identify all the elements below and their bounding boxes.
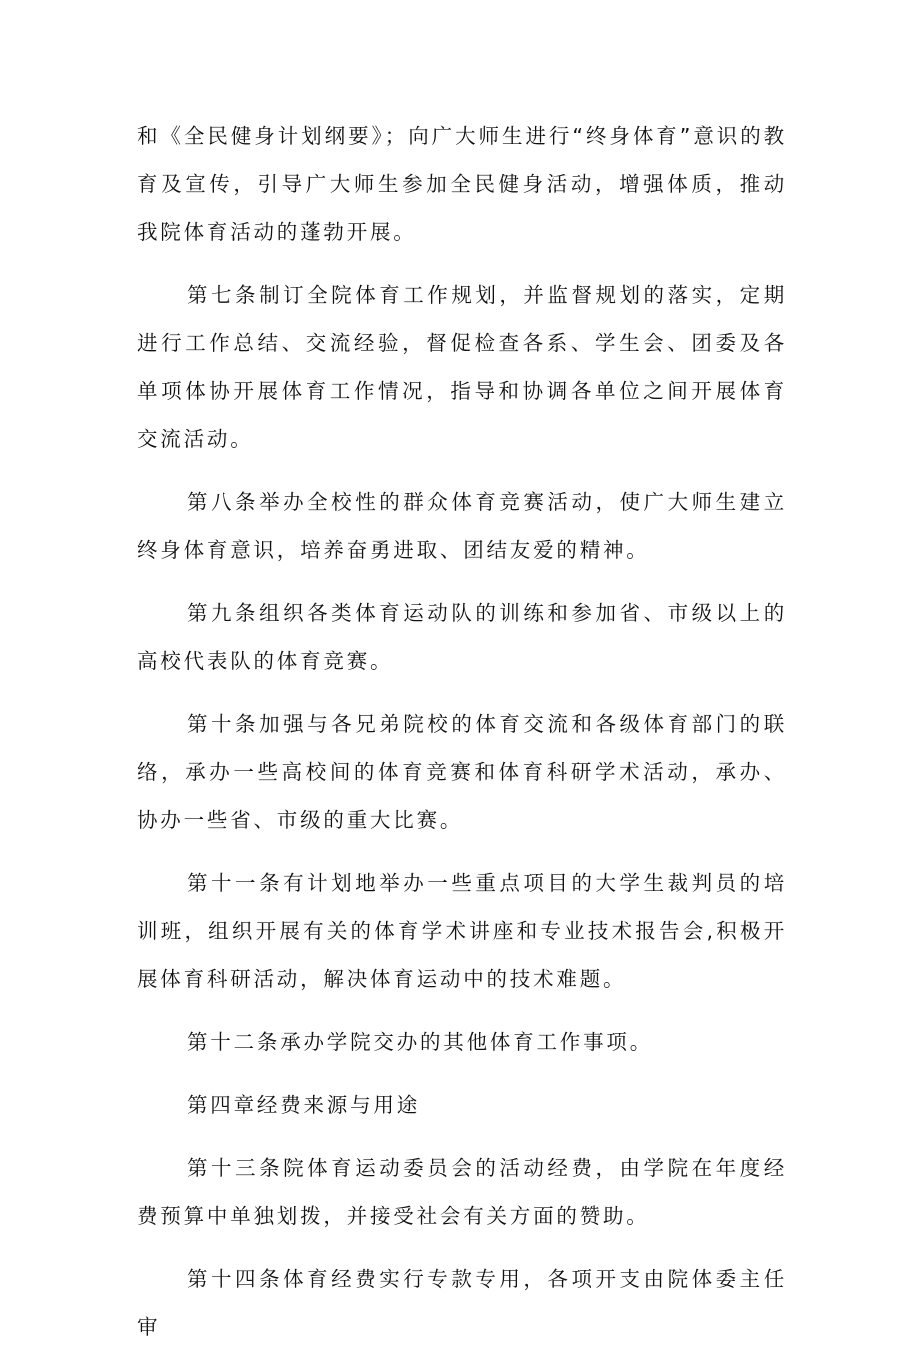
paragraph-article-12: 第十二条承办学院交办的其他体育工作事项。 [187,1030,653,1054]
chapter-heading-4: 第四章经费来源与用途 [187,1093,420,1117]
paragraph-article-13: 第十三条院体育运动委员会的活动经费，由学院在年度经费预算中单独划拨，并接受社会有关方面的赞助。 [137,1156,787,1228]
paragraph-article-7: 第七条制订全院体育工作规划，并监督规划的落实，定期进行工作总结、交流经验，督促检查各系、学生会、团委及各单项体协开展体育工作情况，指导和协调各单位之间开展体育交流活动。 [137,283,787,451]
paragraph-article-14: 第十四条体育经费实行专款专用，各项开支由院体委主任审 [137,1267,787,1339]
paragraph-article-8: 第八条举办全校性的群众体育竞赛活动，使广大师生建立终身体育意识，培养奋勇进取、团结友爱的精神。 [137,490,787,562]
paragraph-continuation: 和《全民健身计划纲要》；向广大师生进行“终身体育”意识的教育及宣传，引导广大师生参加全民健身活动，增强体质，推动我院体育活动的蓬勃开展。 [137,124,787,244]
paragraph-article-9: 第九条组织各类体育运动队的训练和参加省、市级以上的高校代表队的体育竞赛。 [137,601,787,673]
paragraph-article-11: 第十一条有计划地举办一些重点项目的大学生裁判员的培训班，组织开展有关的体育学术讲座和专业技术报告会,积极开展体育科研活动，解决体育运动中的技术难题。 [137,871,787,991]
paragraph-article-10: 第十条加强与各兄弟院校的体育交流和各级体育部门的联络，承办一些高校间的体育竞赛和体育科研学术活动，承办、协办一些省、市级的重大比赛。 [137,712,787,832]
document-body [137,112,787,1366]
